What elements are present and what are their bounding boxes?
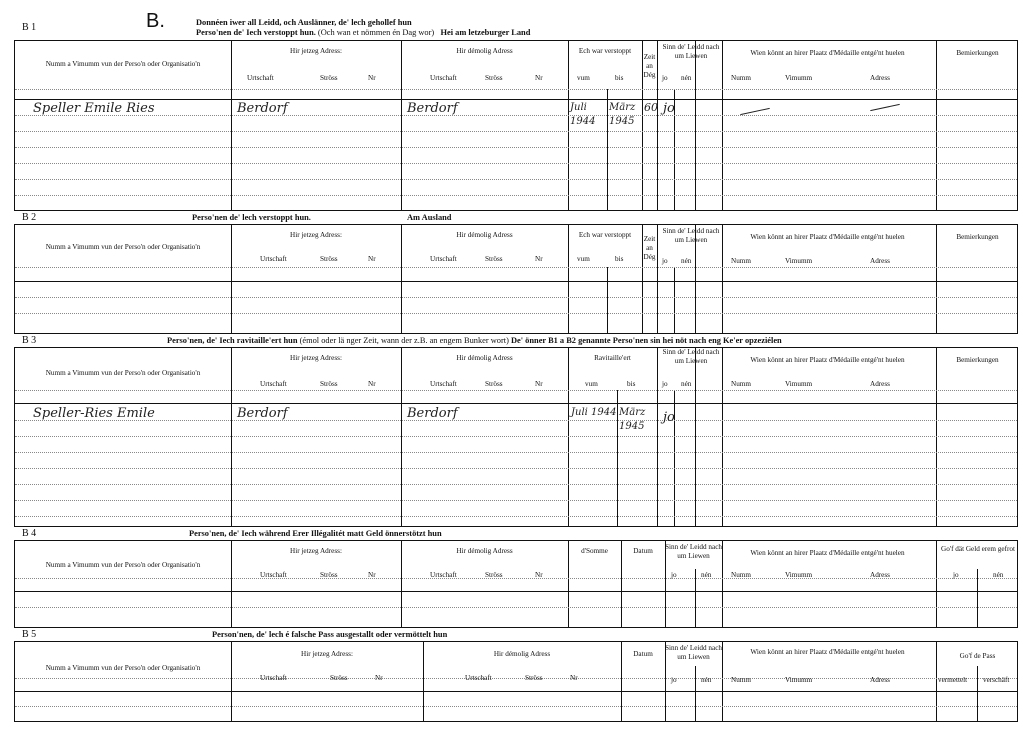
b1-curr-place: Urtschaft (247, 74, 274, 82)
b3-prev-nr: Nr (535, 380, 543, 388)
b2-remarks: Bemierkungen (956, 233, 999, 241)
b4-prev-street: Ströss (485, 571, 503, 579)
b3-nen: nén (681, 380, 692, 388)
b1-time-l2: an (646, 62, 653, 70)
b1-nen: nén (681, 74, 692, 82)
b3-curr-place: Urtschaft (260, 380, 287, 388)
b5-gift: verschäft (983, 676, 1010, 684)
b1-prev-nr: Nr (535, 74, 543, 82)
b3-prev-addr-col: Hir démolig Adress (456, 354, 513, 362)
b2-prev-addr-col: Hir démolig Adress (456, 231, 513, 239)
b2-prev-nr: Nr (535, 255, 543, 263)
b2-time-l1: Zeit (643, 235, 656, 243)
b3-entry-from: Juli 1944 (571, 407, 617, 418)
b4-money-jo: jo (953, 571, 959, 579)
b4-title: Perso'nen, de' Iech während Erer Illégalitét matt Geld önnerstötzt hun (189, 529, 442, 538)
b1-entry-to: März 1945 (609, 102, 636, 127)
b4-nen: nén (701, 571, 712, 579)
b2-nen: nén (681, 257, 692, 265)
b1-entry-prev-place: Berdorf (407, 101, 458, 116)
b1-medal-col: Wien könnt an hirer Plaatz d'Médaille entgé'nt huelen (750, 49, 905, 57)
b4-curr-nr: Nr (368, 571, 376, 579)
b3-prev-place: Urtschaft (430, 380, 457, 388)
b2-prev-street: Ströss (485, 255, 503, 263)
b4-sum-col: d'Somme (581, 547, 608, 555)
b5-curr-addr-col: Hir jetzeg Adress: (301, 650, 353, 658)
b2-table (14, 224, 1018, 334)
b3-entry-curr-place: Berdorf (237, 406, 288, 421)
b2-adress: Adress (870, 257, 890, 265)
b3-name-col: Numm a Vimumm vun der Perso'n oder Organisatio'n (45, 369, 201, 377)
b4-vimumm: Vimumm (785, 571, 813, 579)
b3-alive-col: Sinn de' Leidd nach um Liewen (662, 348, 720, 365)
b3-rav-col: Ravitaille'ert (594, 354, 631, 362)
b1-curr-street: Ströss (320, 74, 338, 82)
b1-alive-col: Sinn de' Leidd nach um Liewen (662, 43, 720, 60)
b4-medal-col: Wien könnt an hirer Plaatz d'Médaille entgé'nt huelen (750, 549, 905, 557)
b5-header (14, 628, 1018, 642)
b5-nen: nén (701, 676, 712, 684)
b3-remarks: Bemierkungen (956, 356, 999, 364)
b4-header (14, 527, 1018, 541)
b1-time-l3: Dég (643, 71, 656, 79)
b4-numm: Numm (731, 571, 751, 579)
b2-jo: jo (662, 257, 668, 265)
b3-header (14, 334, 1018, 348)
b2-from: vum (577, 255, 590, 263)
b2-code: B 2 (22, 212, 37, 223)
b2-time-l3: Dég (643, 253, 656, 261)
b2-medal-col: Wien könnt an hirer Plaatz d'Médaille entgé'nt huelen (750, 233, 905, 241)
b3-entry-name: Speller-Ries Emile (33, 406, 155, 421)
b3-jo: jo (662, 380, 668, 388)
b1-title-line1: Donnéen iwer all Leidd, och Auslänner, de' lech gehollef hun (196, 18, 412, 27)
b1-entry-from: Juli 1944 (570, 102, 596, 127)
b3-title-note: (émol oder lä nger Zeit, wann der z.B. an engem Bunker wort) (299, 336, 509, 345)
b4-alive-col: Sinn de' Leidd nach um Liewen (665, 543, 722, 560)
b4-name-col: Numm a Vimumm vun der Perso'n oder Organisatio'n (45, 561, 201, 569)
b1-time-l1: Zeit (643, 53, 656, 61)
b2-curr-nr: Nr (368, 255, 376, 263)
b1-numm: Numm (731, 74, 751, 82)
b3-curr-nr: Nr (368, 380, 376, 388)
b4-prev-addr-col: Hir démolig Adress (456, 547, 513, 555)
b2-time-col (642, 235, 657, 262)
b1-entry-curr-place: Berdorf (237, 101, 288, 116)
b5-pass-col: Go'f de Pass (959, 652, 996, 660)
b5-alive-col: Sinn de' Leidd nach um Liewen (665, 644, 722, 661)
b3-code: B 3 (22, 335, 37, 346)
b3-title: Perso'nen, de' Iech ravitaille'ert hun (167, 336, 298, 345)
b1-entry-days: 60 (644, 101, 658, 114)
b3-entry-to: März 1945 (619, 407, 646, 432)
b4-curr-place: Urtschaft (260, 571, 287, 579)
b5-vimumm: Vimumm (785, 676, 813, 684)
b1-vimumm: Vimumm (785, 74, 813, 82)
b4-money-col: Go'f dät Geld erem gefrot (941, 545, 1015, 553)
b5-prev-nr: Nr (570, 674, 578, 682)
b2-prev-place: Urtschaft (430, 255, 457, 263)
b4-curr-street: Ströss (320, 571, 338, 579)
b4-jo: jo (671, 571, 677, 579)
b3-entry-alive: jo (663, 410, 675, 425)
b2-title: Perso'nen de' lech verstoppt hun. (192, 213, 311, 222)
b1-remarks: Bemierkungen (956, 49, 999, 57)
b5-curr-place: Urtschaft (260, 674, 287, 682)
b5-title: Person'nen, de' lech é falsche Pass ausgestallt oder vermöttelt hun (212, 630, 448, 639)
b5-sold: vermettelt (938, 676, 968, 684)
b1-title-line2 (196, 28, 530, 37)
b3-vimumm: Vimumm (785, 380, 813, 388)
b2-hidden-col: Ech war verstoppt (578, 231, 632, 239)
b5-date-col: Datum (633, 650, 653, 658)
b3-medal-col: Wien könnt an hirer Plaatz d'Médaille entgé'nt huelen (750, 356, 905, 364)
b4-table (14, 540, 1018, 628)
b1-big-letter: B. (146, 10, 165, 32)
b1-time-col (642, 53, 657, 80)
b3-to: bis (627, 380, 636, 388)
b2-alive-col: Sinn de' Leidd nach um Liewen (662, 227, 720, 244)
b1-curr-addr-col: Hir jetzeg Adress: (290, 47, 342, 55)
b3-title-caveat: De' önner B1 a B2 genannte Perso'nen sin hei nöt nach eng Ke'er opzeziélen (511, 336, 782, 345)
b1-curr-nr: Nr (368, 74, 376, 82)
b4-prev-place: Urtschaft (430, 571, 457, 579)
b1-entry-name: Speller Emile Ries (33, 101, 155, 116)
b1-address-dash (870, 104, 900, 111)
b1-prev-place: Urtschaft (430, 74, 457, 82)
b1-title2: Perso'nen de' Iech verstoppt hun. (196, 28, 316, 37)
b1-name-col: Numm a Vimumm vun der Perso'n oder Organisatio'n (45, 60, 201, 68)
b2-time-l2: an (646, 244, 653, 252)
b5-curr-street: Ströss (330, 674, 348, 682)
b1-code: B 1 (22, 22, 37, 33)
b2-numm: Numm (731, 257, 751, 265)
b5-name-col: Numm a Vimumm vun der Perso'n oder Organisatio'n (45, 664, 201, 672)
b3-from: vum (585, 380, 598, 388)
b3-table (14, 347, 1018, 527)
b1-prev-street: Ströss (485, 74, 503, 82)
b1-hidden-col: Ech war verstoppt (578, 47, 632, 55)
b3-adress: Adress (870, 380, 890, 388)
b1-from: vum (577, 74, 590, 82)
b4-prev-nr: Nr (535, 571, 543, 579)
b1-to: bis (615, 74, 624, 82)
b5-medal-col: Wien könnt an hirer Plaatz d'Médaille entgé'nt huelen (750, 648, 905, 656)
b1-entry-alive: jo (663, 101, 675, 116)
b1-adress: Adress (870, 74, 890, 82)
b2-curr-place: Urtschaft (260, 255, 287, 263)
b2-vimumm: Vimumm (785, 257, 813, 265)
b3-entry-prev-place: Berdorf (407, 406, 458, 421)
b1-jo: jo (662, 74, 668, 82)
b5-adress: Adress (870, 676, 890, 684)
b4-adress: Adress (870, 571, 890, 579)
b4-code: B 4 (22, 528, 37, 539)
b5-jo: jo (671, 676, 677, 684)
b2-title-scope: Am Ausland (407, 213, 452, 222)
b3-prev-street: Ströss (485, 380, 503, 388)
b5-table (14, 641, 1018, 722)
form-sheet (14, 10, 1018, 722)
b5-prev-place: Urtschaft (465, 674, 492, 682)
b4-curr-addr-col: Hir jetzeg Adress: (290, 547, 342, 555)
b3-title-line (167, 336, 782, 345)
b5-prev-addr-col: Hir démolig Adress (493, 650, 551, 658)
b3-numm: Numm (731, 380, 751, 388)
b1-title2-scope: Hei am letzeburger Land (440, 28, 531, 37)
b2-to: bis (615, 255, 624, 263)
b5-curr-nr: Nr (375, 674, 383, 682)
b3-curr-street: Ströss (320, 380, 338, 388)
b5-code: B 5 (22, 629, 37, 640)
b3-curr-addr-col: Hir jetzeg Adress: (290, 354, 342, 362)
b5-prev-street: Ströss (525, 674, 543, 682)
b1-table (14, 40, 1018, 211)
b2-curr-street: Ströss (320, 255, 338, 263)
b1-prev-addr-col: Hir démolig Adress (456, 47, 513, 55)
b2-name-col: Numm a Vimumm vun der Perso'n oder Organisatio'n (45, 243, 201, 251)
b1-header (14, 10, 1018, 40)
b4-money-nen: nén (993, 571, 1004, 579)
b1-title2-note: (Och wan et nömmen én Dag wor) (317, 28, 435, 37)
b5-numm: Numm (731, 676, 751, 684)
b2-curr-addr-col: Hir jetzeg Adress: (290, 231, 342, 239)
b4-date-col: Datum (633, 547, 653, 555)
